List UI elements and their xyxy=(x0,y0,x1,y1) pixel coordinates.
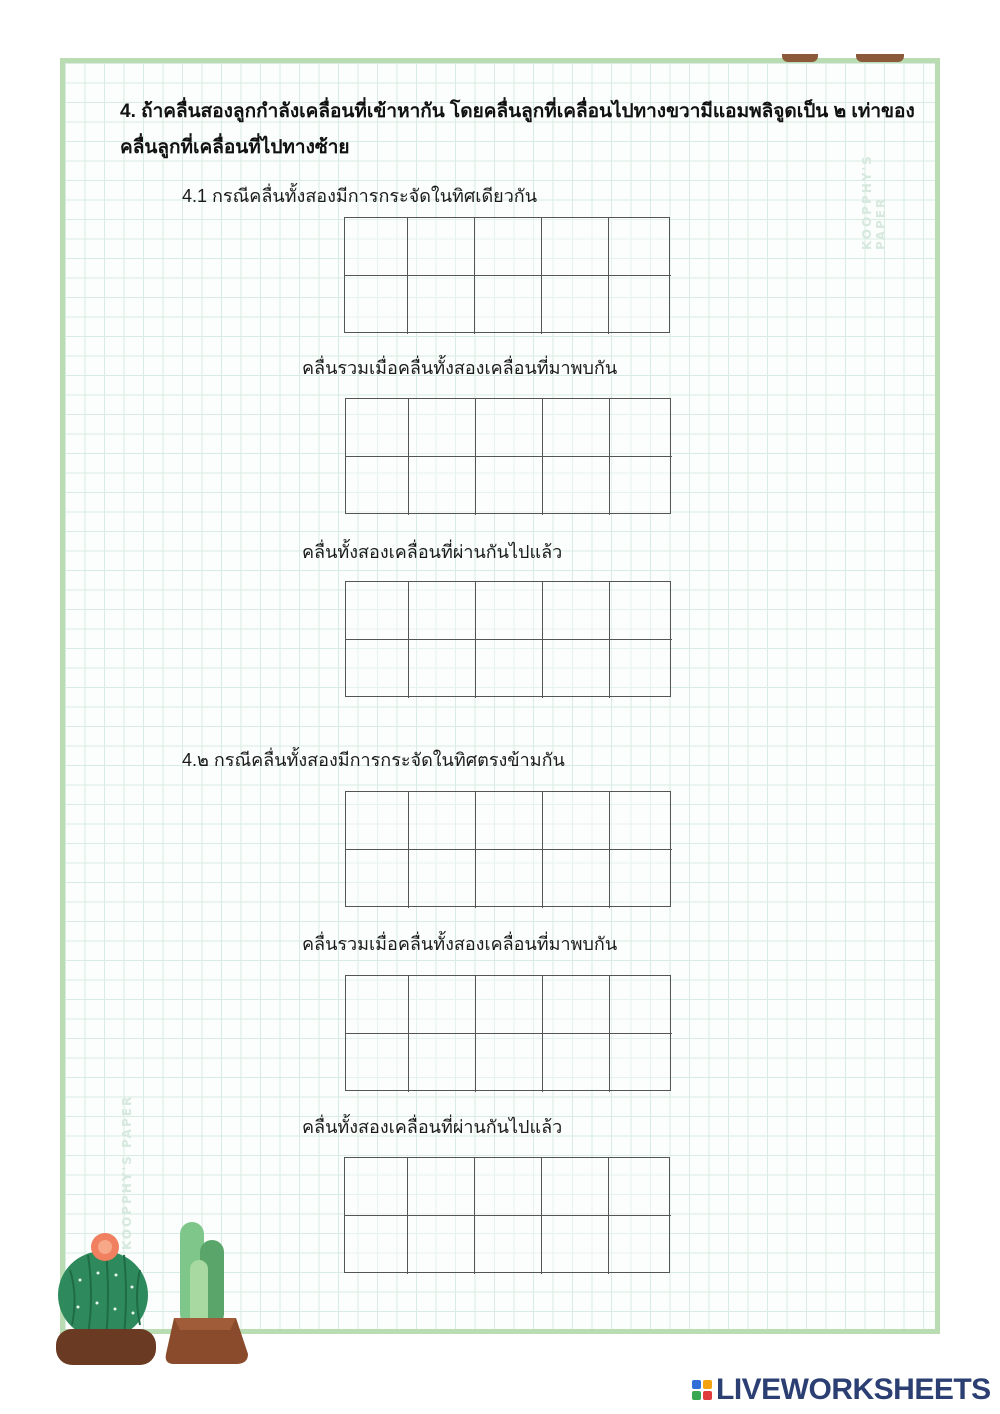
liveworksheets-logo xyxy=(692,1374,991,1406)
wave-drawing-grid[interactable] xyxy=(344,1157,670,1273)
stage-label: คลื่นทั้งสองเคลื่อนที่ผ่านกันไปแล้ว xyxy=(302,1117,563,1137)
watermark: KOOPPHY'S PAPER xyxy=(860,154,888,250)
brand-name: LIVEWORKSHEETS xyxy=(716,1373,991,1406)
question-title: 4. ถ้าคลื่นสองลูกกำลังเคลื่อนที่เข้าหากัน โดยคลื่นลูกที่เคลื่อนไปทางขวามีแอมพลิจูดเป็น ๒ เท่าของคลื่นลูกที่เคลื่อนที่ไปทางซ้าย xyxy=(120,101,915,158)
wave-drawing-grid[interactable] xyxy=(345,581,671,697)
wave-drawing-grid[interactable] xyxy=(344,217,670,333)
section-heading: 4.๒ กรณีคลื่นทั้งสองมีการกระจัดในทิศตรงข้ามกัน xyxy=(182,750,565,770)
wave-drawing-grid[interactable] xyxy=(345,975,671,1091)
brand-mark-icon xyxy=(692,1380,712,1400)
binder-tab xyxy=(856,54,904,62)
watermark: KOOPPHY'S PAPER xyxy=(120,1094,134,1250)
stage-label: คลื่นรวมเมื่อคลื่นทั้งสองเคลื่อนที่มาพบกัน xyxy=(302,934,618,954)
wave-drawing-grid[interactable] xyxy=(345,791,671,907)
binder-tab xyxy=(782,54,818,62)
cactus-tall-icon xyxy=(160,1218,255,1370)
wave-drawing-grid[interactable] xyxy=(345,398,671,514)
cactus-round-icon xyxy=(50,1225,160,1370)
stage-label: คลื่นทั้งสองเคลื่อนที่ผ่านกันไปแล้ว xyxy=(302,542,563,562)
section-heading: 4.1 กรณีคลื่นทั้งสองมีการกระจัดในทิศเดียวกัน xyxy=(182,186,537,206)
stage-label: คลื่นรวมเมื่อคลื่นทั้งสองเคลื่อนที่มาพบกัน xyxy=(302,358,618,378)
